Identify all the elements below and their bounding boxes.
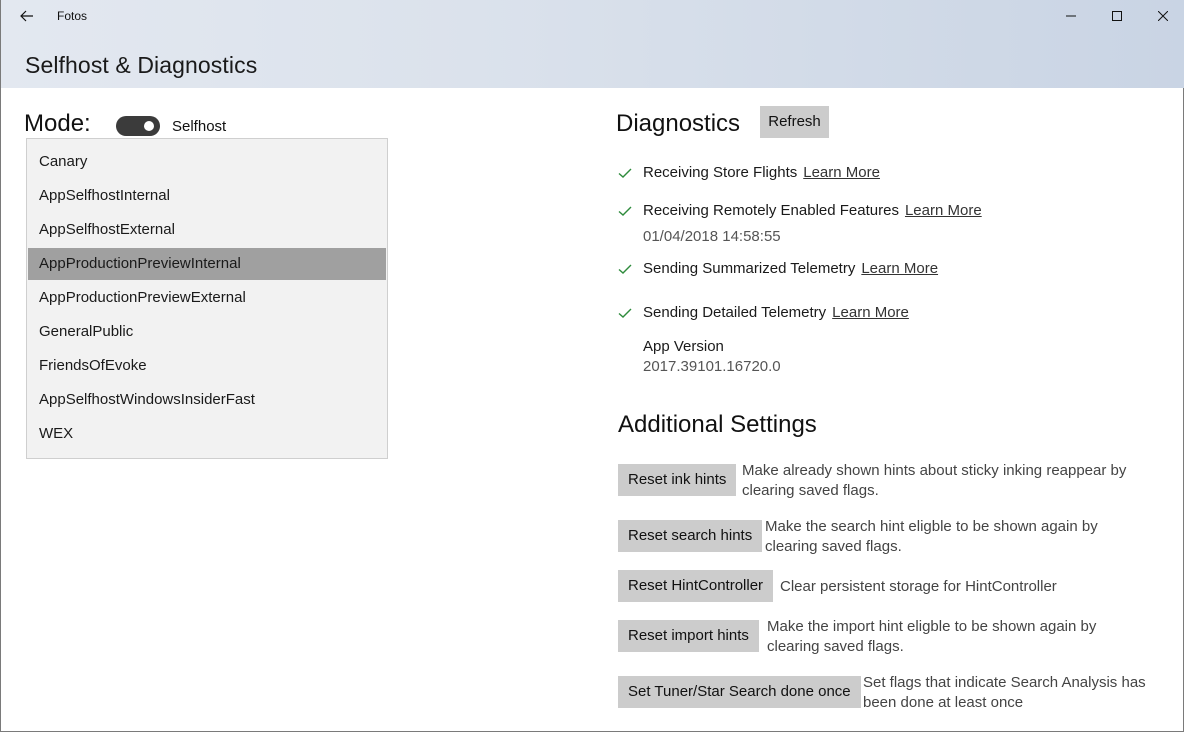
minimize-button[interactable]: [1048, 0, 1094, 32]
reset-hintcontroller-button[interactable]: Reset HintController: [618, 570, 773, 602]
app-version-label: App Version: [643, 338, 724, 355]
additional-settings-title: Additional Settings: [618, 411, 817, 438]
description-line: Set flags that indicate Search Analysis has: [863, 674, 1146, 691]
minimize-icon: [1066, 11, 1076, 21]
page-title: Selfhost & Diagnostics: [25, 52, 258, 78]
back-button[interactable]: [9, 0, 45, 32]
diag-label: Receiving Remotely Enabled Features: [643, 202, 899, 219]
list-item[interactable]: FriendsOfEvoke: [39, 357, 147, 374]
app-version-value: 2017.39101.16720.0: [643, 358, 781, 375]
reset-ink-hints-button[interactable]: Reset ink hints: [618, 464, 736, 496]
reset-hintcontroller-description: [780, 577, 1057, 597]
mode-list[interactable]: [26, 138, 388, 459]
description-line: been done at least once: [863, 694, 1024, 711]
toggle-knob: [144, 121, 154, 131]
list-item[interactable]: AppSelfhostInternal: [39, 187, 170, 204]
set-tuner-star-search-button[interactable]: Set Tuner/Star Search done once: [618, 676, 861, 708]
mode-label: Mode:: [24, 110, 91, 137]
description-line: Make the import hint eligble to be shown again by: [767, 618, 1097, 635]
close-icon: [1158, 11, 1168, 21]
list-item[interactable]: GeneralPublic: [39, 323, 134, 340]
selfhost-toggle[interactable]: [116, 116, 160, 136]
reset-search-hints-button[interactable]: Reset search hints: [618, 520, 762, 552]
list-item[interactable]: AppSelfhostWindowsInsiderFast: [39, 391, 255, 408]
reset-search-hints-description: [765, 517, 1098, 557]
description-line: clearing saved flags.: [742, 482, 879, 499]
diag-item-detailed-telemetry: [643, 304, 909, 321]
reset-import-hints-description: [767, 617, 1096, 657]
description-line: Clear persistent storage for HintController: [780, 578, 1057, 595]
reset-ink-hints-description: [742, 461, 1126, 501]
learn-more-link[interactable]: Learn More: [861, 260, 939, 277]
checkmark-icon: [617, 305, 633, 321]
maximize-icon: [1112, 11, 1122, 21]
list-item[interactable]: AppSelfhostExternal: [39, 221, 175, 238]
list-item[interactable]: Canary: [39, 153, 88, 170]
maximize-button[interactable]: [1094, 0, 1140, 32]
remote-features-timestamp: 01/04/2018 14:58:55: [643, 228, 781, 245]
list-item-selected[interactable]: AppProductionPreviewInternal: [28, 248, 386, 280]
learn-more-link[interactable]: Learn More: [803, 164, 880, 181]
close-button[interactable]: [1140, 0, 1184, 32]
description-line: Make the search hint eligble to be shown again by: [765, 518, 1098, 535]
list-item[interactable]: WEX: [39, 425, 74, 442]
learn-more-link[interactable]: Learn More: [904, 202, 982, 219]
back-arrow-icon: [20, 10, 34, 22]
list-item[interactable]: AppProductionPreviewExternal: [39, 289, 246, 306]
diagnostics-title: Diagnostics: [616, 110, 741, 137]
learn-more-link[interactable]: Learn More: [832, 304, 909, 321]
refresh-button[interactable]: Refresh: [760, 106, 829, 138]
set-tuner-star-search-description: [863, 673, 1146, 713]
checkmark-icon: [617, 165, 633, 181]
app-name: Fotos: [57, 9, 88, 23]
diag-item-summarized-telemetry: [643, 260, 938, 277]
header: [1, 0, 1184, 88]
checkmark-icon: [617, 261, 633, 277]
diag-label: Sending Detailed Telemetry: [643, 304, 827, 321]
diag-label: Receiving Store Flights: [643, 164, 798, 181]
diag-item-store-flights: [643, 164, 880, 181]
reset-import-hints-button[interactable]: Reset import hints: [618, 620, 759, 652]
diag-label: Sending Summarized Telemetry: [643, 260, 856, 277]
checkmark-icon: [617, 203, 633, 219]
description-line: Make already shown hints about sticky inking reappear by: [742, 462, 1127, 479]
description-line: clearing saved flags.: [765, 538, 902, 555]
title-bar: [1, 0, 1184, 32]
toggle-label: Selfhost: [172, 118, 227, 135]
diag-item-remote-features: [643, 202, 982, 219]
description-line: clearing saved flags.: [767, 638, 904, 655]
